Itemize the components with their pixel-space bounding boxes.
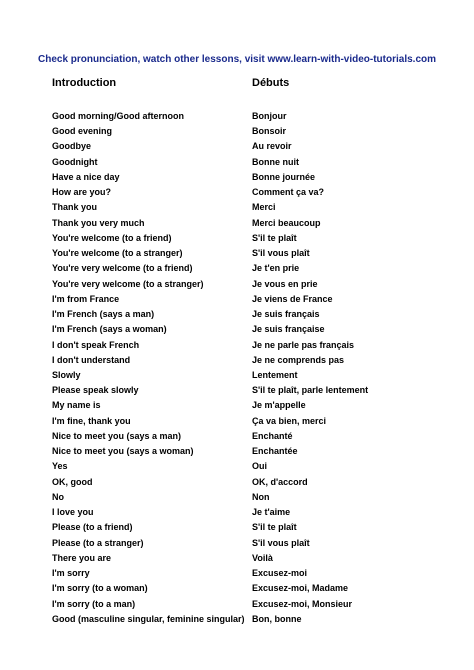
french-phrase: Je ne comprends pas	[252, 354, 345, 365]
french-phrase: Bonsoir	[252, 126, 287, 137]
english-phrase: Thank you very much	[52, 217, 145, 228]
french-phrase: S'il vous plaît	[252, 248, 310, 259]
column-headers	[0, 77, 474, 93]
english-phrase: How are you?	[52, 187, 112, 198]
english-phrase: Please (to a friend)	[52, 522, 133, 533]
french-phrase: Oui	[252, 461, 267, 472]
french-phrase: Merci	[252, 202, 276, 213]
english-phrase: Goodbye	[52, 141, 92, 152]
phrase-row	[0, 155, 474, 170]
phrase-row	[0, 536, 474, 551]
phrase-row	[0, 246, 474, 261]
french-phrase: Je suis français	[252, 309, 320, 320]
french-phrase: Non	[252, 491, 270, 502]
french-phrase: Excusez-moi	[252, 568, 308, 579]
english-phrase: Please speak slowly	[52, 385, 139, 396]
phrase-row	[0, 581, 474, 596]
french-phrase: Comment ça va?	[252, 187, 325, 198]
english-phrase: I don't understand	[52, 354, 131, 365]
phrase-row	[0, 109, 474, 124]
phrase-row	[0, 490, 474, 505]
english-phrase: I'm sorry	[52, 568, 90, 579]
english-phrase: Slowly	[52, 369, 81, 380]
phrase-row	[0, 170, 474, 185]
english-phrase: Yes	[52, 461, 68, 472]
phrase-row	[0, 200, 474, 215]
phrase-row	[0, 444, 474, 459]
french-phrase: Je vous en prie	[252, 278, 318, 289]
french-phrase: Voilà	[252, 552, 273, 563]
french-phrase: Au revoir	[252, 141, 292, 152]
phrase-row	[0, 429, 474, 444]
english-phrase: I'm French (says a man)	[52, 309, 155, 320]
french-phrase: Je viens de France	[252, 293, 333, 304]
french-phrase: Bonne nuit	[252, 156, 299, 167]
phrase-row	[0, 261, 474, 276]
english-phrase: Good (masculine singular, feminine singular)	[52, 613, 245, 624]
french-phrase: Je m'appelle	[252, 400, 306, 411]
phrase-row	[0, 338, 474, 353]
english-phrase: Good morning/Good afternoon	[52, 111, 184, 121]
phrase-row	[0, 307, 474, 322]
phrase-row	[0, 231, 474, 246]
english-column-header: Introduction	[52, 77, 117, 89]
english-phrase: I'm fine, thank you	[52, 415, 131, 426]
french-phrase: S'il te plaît	[252, 232, 297, 243]
french-phrase: Enchanté	[252, 430, 293, 441]
phrase-row	[0, 505, 474, 520]
french-phrase: Je t'en prie	[252, 263, 300, 274]
phrase-row	[0, 551, 474, 566]
phrase-row	[0, 322, 474, 337]
phrase-list	[0, 109, 474, 627]
english-phrase: I don't speak French	[52, 339, 140, 350]
phrase-row	[0, 612, 474, 627]
phrase-row	[0, 277, 474, 292]
english-phrase: Thank you	[52, 202, 98, 213]
french-phrase: Bonjour	[252, 111, 287, 121]
english-phrase: I'm from France	[52, 293, 120, 304]
english-phrase: No	[52, 491, 64, 502]
french-phrase: Je ne parle pas français	[252, 339, 355, 350]
english-phrase: Have a nice day	[52, 171, 120, 182]
english-phrase: I'm sorry (to a woman)	[52, 583, 148, 594]
french-phrase: Bon, bonne	[252, 613, 302, 624]
english-phrase: You're very welcome (to a friend)	[52, 263, 193, 274]
english-phrase: Please (to a stranger)	[52, 537, 144, 548]
phrase-row	[0, 124, 474, 139]
french-phrase: Ça va bien, merci	[252, 415, 327, 426]
phrase-row	[0, 475, 474, 490]
french-phrase: OK, d'accord	[252, 476, 308, 487]
english-phrase: Goodnight	[52, 156, 98, 167]
english-phrase: OK, good	[52, 476, 93, 487]
english-phrase: Good evening	[52, 126, 113, 137]
french-phrase: Enchantée	[252, 446, 298, 457]
french-phrase: Merci beaucoup	[252, 217, 321, 228]
phrase-row	[0, 353, 474, 368]
french-phrase: Je t'aime	[252, 507, 291, 518]
english-phrase: I'm French (says a woman)	[52, 324, 167, 335]
french-column-header: Débuts	[252, 77, 290, 89]
english-phrase: You're welcome (to a friend)	[52, 232, 172, 243]
phrase-row	[0, 185, 474, 200]
phrase-row	[0, 292, 474, 307]
english-phrase: Nice to meet you (says a man)	[52, 430, 182, 441]
french-phrase: Excusez-moi, Madame	[252, 583, 349, 594]
french-phrase: S'il vous plaît	[252, 537, 310, 548]
english-phrase: Nice to meet you (says a woman)	[52, 446, 194, 457]
english-phrase: I love you	[52, 507, 94, 518]
english-phrase: You're very welcome (to a stranger)	[52, 278, 204, 289]
english-phrase: I'm sorry (to a man)	[52, 598, 136, 609]
english-phrase: My name is	[52, 400, 101, 411]
tutorial-website-link[interactable]: Check pronunciation, watch other lessons, visit www.learn-with-video-tutorials.com	[37, 54, 437, 65]
french-phrase: Je suis française	[252, 324, 325, 335]
phrase-row	[0, 139, 474, 154]
french-phrase: Lentement	[252, 369, 298, 380]
phrase-row	[0, 414, 474, 429]
phrase-row	[0, 459, 474, 474]
phrase-row	[0, 520, 474, 535]
english-phrase: There you are	[52, 552, 112, 563]
french-phrase: Bonne journée	[252, 171, 316, 182]
english-phrase: You're welcome (to a stranger)	[52, 248, 183, 259]
french-phrase: S'il te plaît, parle lentement	[252, 385, 369, 396]
french-phrase: Excusez-moi, Monsieur	[252, 598, 353, 609]
phrase-row	[0, 597, 474, 612]
phrase-row	[0, 216, 474, 231]
phrase-row	[0, 566, 474, 581]
phrase-row	[0, 383, 474, 398]
phrase-row	[0, 398, 474, 413]
phrase-row	[0, 368, 474, 383]
french-phrase: S'il te plaît	[252, 522, 297, 533]
